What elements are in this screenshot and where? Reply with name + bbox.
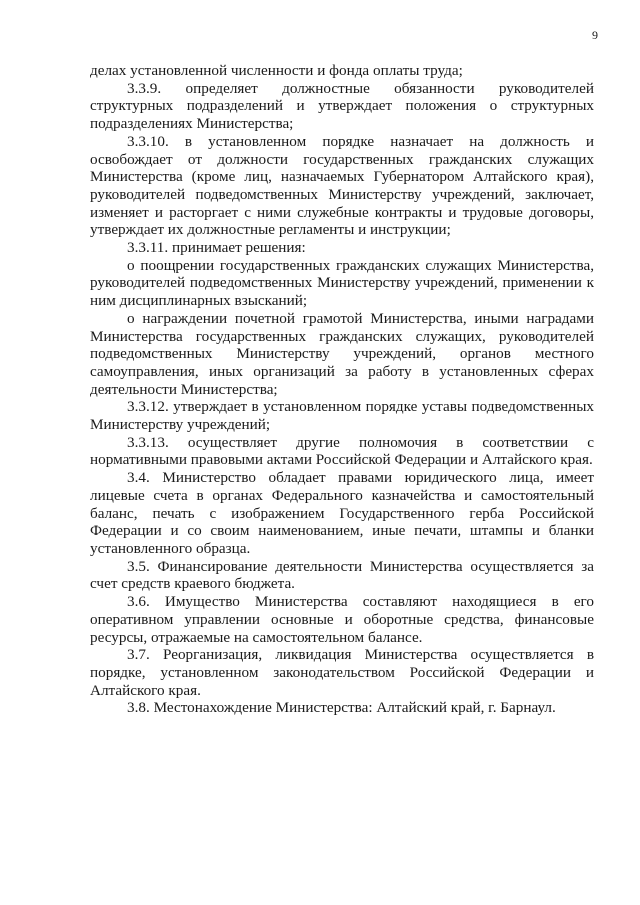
paragraph-4: 3.3.11. принимает решения: <box>127 239 306 257</box>
paragraph-3: 3.3.10. в установленном порядке назначает на должность и освобождает от должности государственных гражданских служащих Министерства (кроме лиц, назначаемых Губернатором Алтайского края), руководителей подведомственных Министерству учреждений, заключает, изменяет и расторгает с ними служебные контракты и трудовые договоры, утверждает их должностные регламенты и инструкции; <box>90 132 594 239</box>
document-body <box>90 62 594 717</box>
paragraph-7: 3.3.12. утверждает в установленном порядке уставы подведомственных Министерству учреждений; <box>90 398 594 434</box>
paragraph-8: 3.3.13. осуществляет другие полномочия в соответствии с нормативными правовыми актами Российской Федерации и Алтайского края. <box>90 433 594 469</box>
paragraph-9: 3.4. Министерство обладает правами юридического лица, имеет лицевые счета в органах Федерального казначейства и самостоятельный баланс, печать с изображением Государственного герба Российской Федерации и со своим наименованием, иные печати, штампы и бланки установленного образца. <box>90 469 594 557</box>
paragraph-11: 3.6. Имущество Министерства составляют находящиеся в его оперативном управлении основные и оборотные средства, финансовые ресурсы, отражаемые на самостоятельном балансе. <box>90 593 594 646</box>
paragraph-1: делах установленной численности и фонда оплаты труда; <box>90 62 463 79</box>
paragraph-13: 3.8. Местонахождение Министерства: Алтайский край, г. Барнаул. <box>127 699 556 717</box>
paragraph-12: 3.7. Реорганизация, ликвидация Министерства осуществляется в порядке, установленном законодательством Российской Федерации и Алтайского края. <box>90 646 594 699</box>
paragraph-2: 3.3.9. определяет должностные обязанности руководителей структурных подразделений и утверждает положения о структурных подразделениях Министерства; <box>90 79 594 133</box>
page-number: 9 <box>592 28 598 42</box>
paragraph-10: 3.5. Финансирование деятельности Министерства осуществляется за счет средств краевого бюджета. <box>90 557 594 593</box>
paragraph-6: о награждении почетной грамотой Министерства, иными наградами Министерства государственных гражданских служащих, руководителей подведомственных Министерству учреждений, органов местного самоуправления, иных организаций за работу в установленных сферах деятельности Министерства; <box>90 309 594 398</box>
paragraph-5: о поощрении государственных гражданских служащих Министерства, руководителей подведомственных Министерству учреждений, применении к ним дисциплинарных взысканий; <box>90 256 594 310</box>
